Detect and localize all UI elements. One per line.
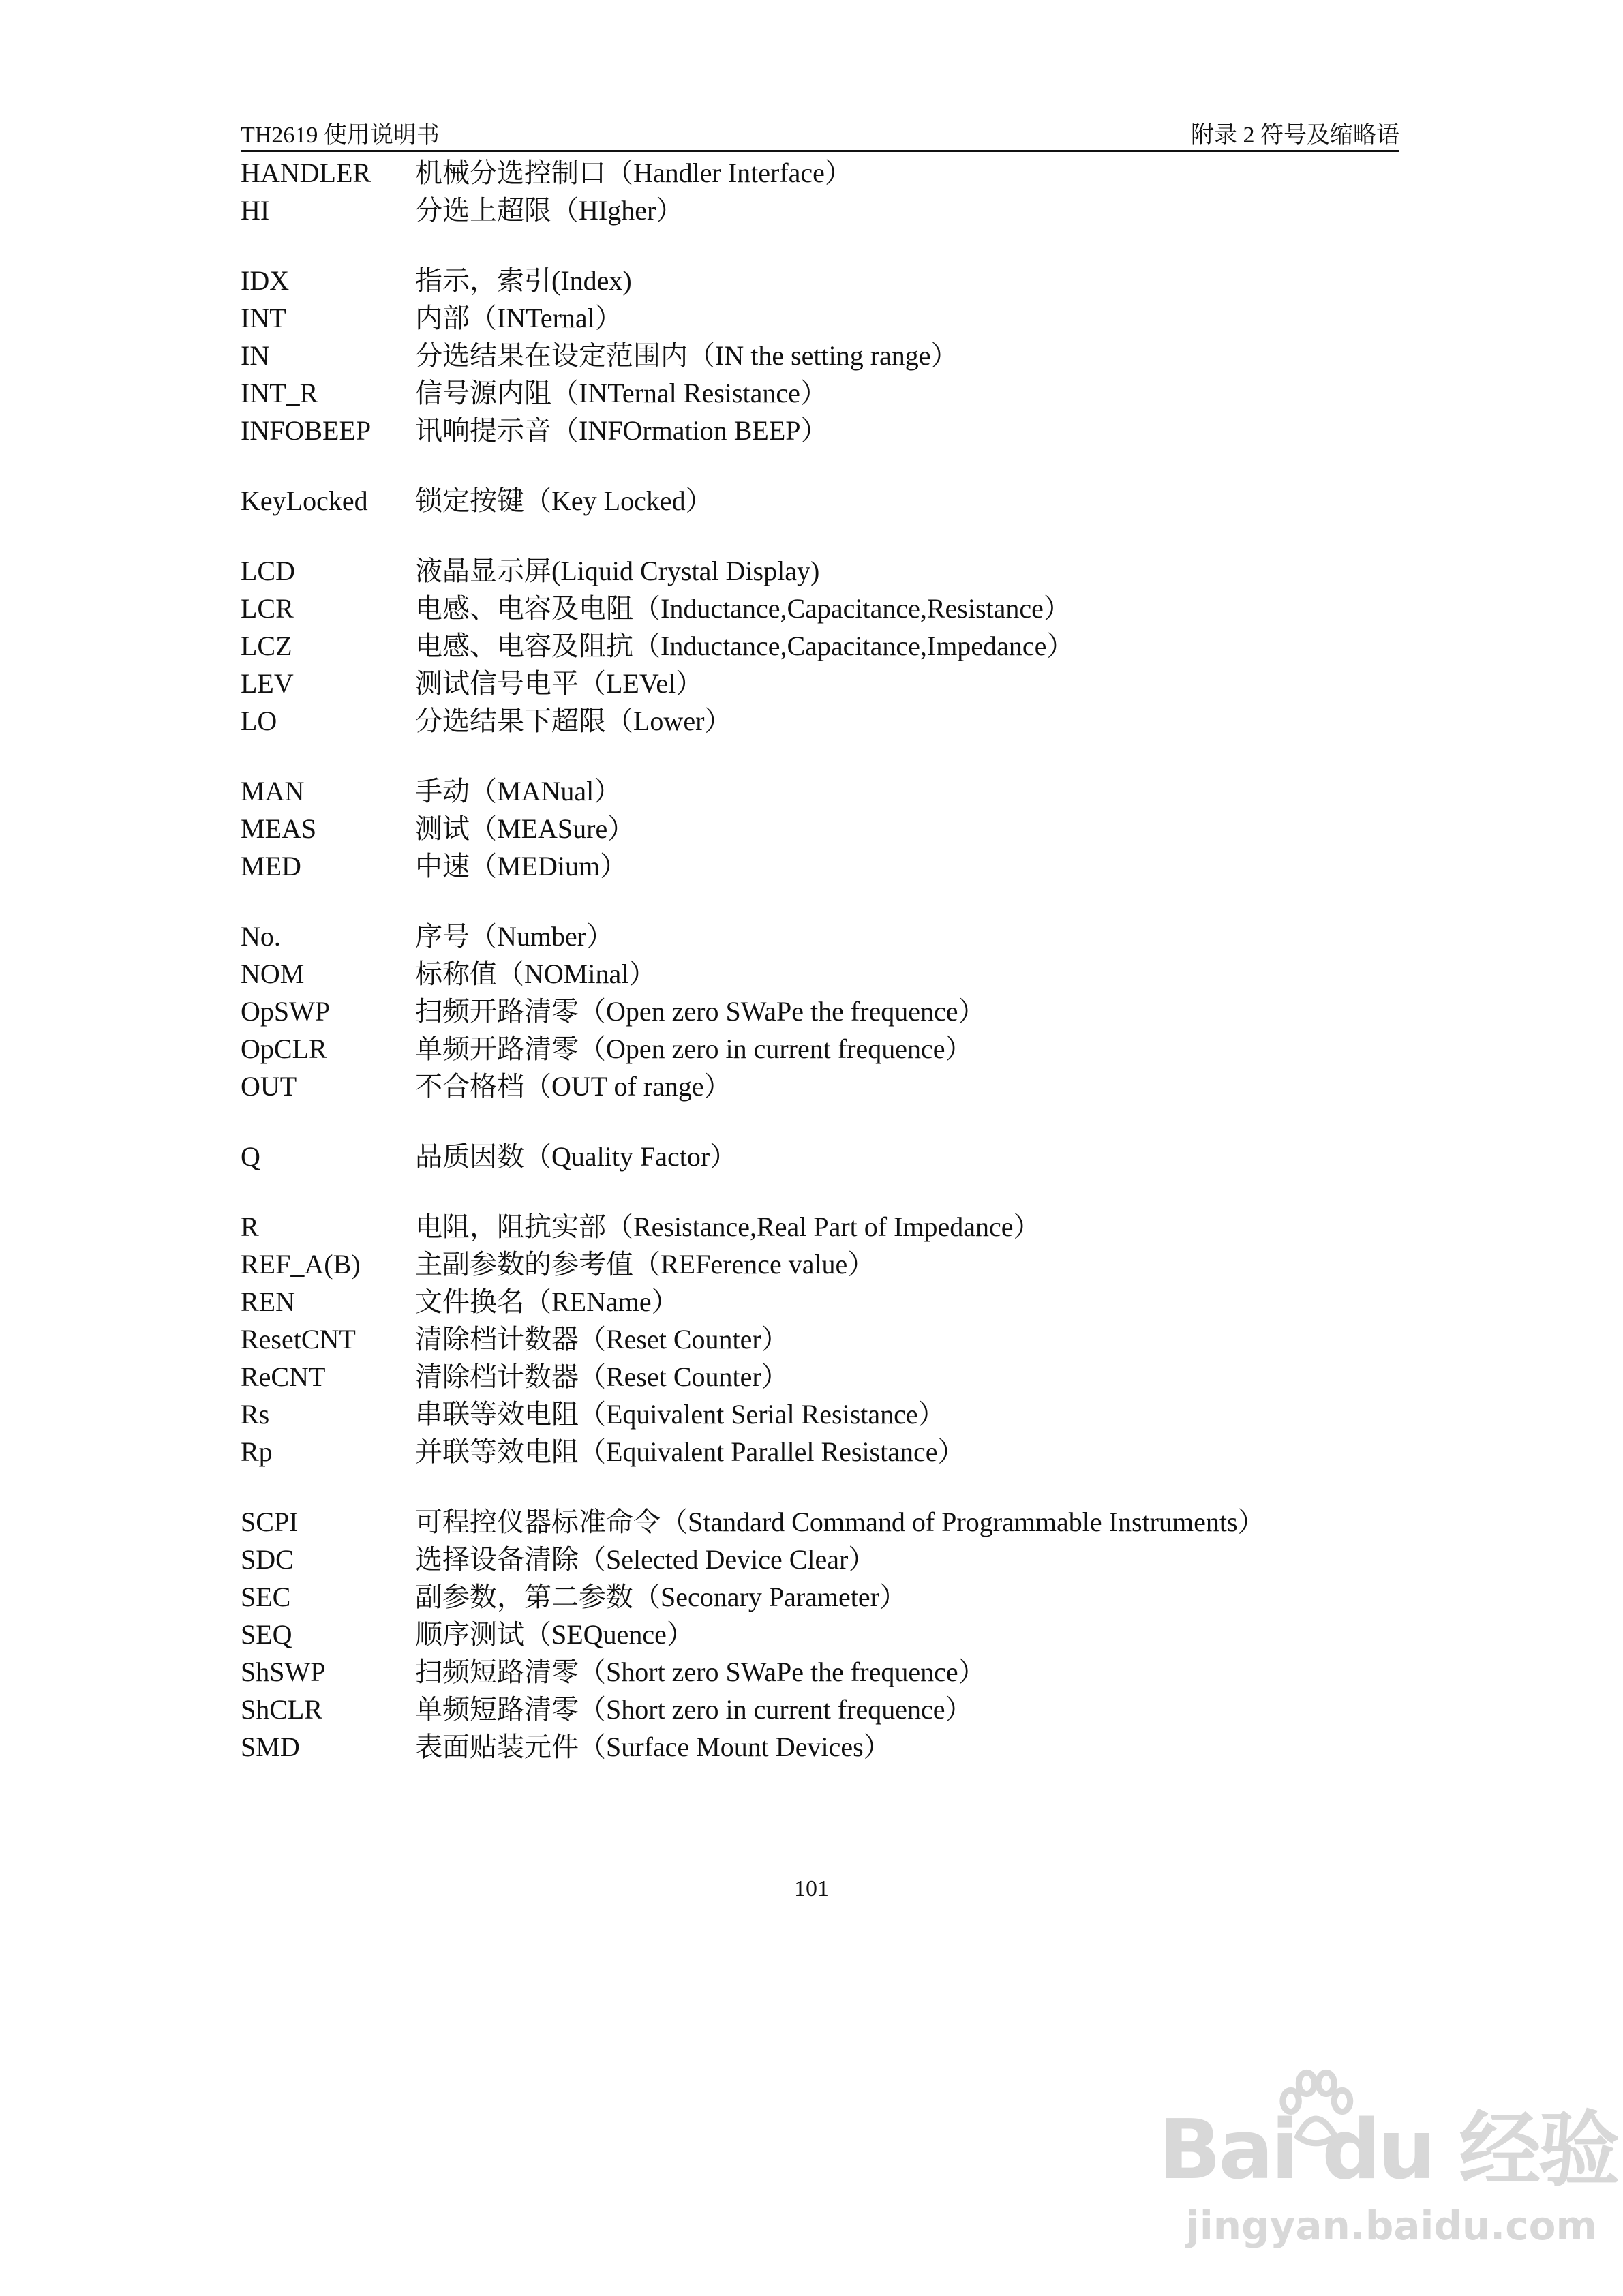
abbreviation-term: LCR xyxy=(241,593,294,624)
abbreviation-term: OpCLR xyxy=(241,1033,327,1064)
abbreviation-row xyxy=(241,1138,1536,1175)
abbreviation-definition: 机械分选控制口（Handler Interface） xyxy=(415,157,852,188)
abbreviation-row xyxy=(241,810,1536,847)
abbreviation-row xyxy=(241,482,1536,519)
abbreviation-row xyxy=(241,1283,1536,1320)
abbreviation-group xyxy=(241,552,1536,740)
abbreviation-definition: 测试（MEASure） xyxy=(415,813,635,844)
abbreviation-row xyxy=(241,552,1536,590)
abbreviation-group xyxy=(241,772,1536,885)
abbreviation-term: IDX xyxy=(241,265,290,296)
abbreviation-term: ShCLR xyxy=(241,1694,323,1725)
abbreviation-term: LO xyxy=(241,706,277,736)
abbreviation-row xyxy=(241,1728,1536,1766)
abbreviation-row xyxy=(241,665,1536,702)
abbreviation-row xyxy=(241,772,1536,810)
page-header xyxy=(241,116,1399,152)
abbreviation-definition: 标称值（NOMinal） xyxy=(415,958,656,989)
abbreviation-term: R xyxy=(241,1211,259,1242)
abbreviation-definition: 电阻，阻抗实部（Resistance,Real Part of Impedance） xyxy=(415,1211,1041,1242)
abbreviation-group xyxy=(241,1138,1536,1175)
abbreviation-definition: 副参数，第二参数（Seconary Parameter） xyxy=(415,1582,907,1612)
abbreviation-term: KeyLocked xyxy=(241,485,368,516)
abbreviation-definition: 文件换名（REName） xyxy=(415,1286,679,1317)
abbreviation-row xyxy=(241,1541,1536,1578)
abbreviation-term: MEAS xyxy=(241,813,317,844)
abbreviation-row xyxy=(241,1208,1536,1245)
abbreviation-definition: 分选上超限（HIgher） xyxy=(415,195,684,226)
abbreviation-term: INT xyxy=(241,303,286,333)
abbreviation-row xyxy=(241,1653,1536,1691)
abbreviation-row xyxy=(241,337,1536,374)
abbreviation-row xyxy=(241,412,1536,449)
abbreviation-definition: 可程控仪器标准命令（Standard Command of Programmable Instruments） xyxy=(415,1507,1265,1537)
abbreviation-term: SMD xyxy=(241,1732,300,1762)
abbreviation-row xyxy=(241,374,1536,412)
abbreviation-definition: 主副参数的参考值（REFerence value） xyxy=(415,1249,875,1280)
abbreviation-term: NOM xyxy=(241,958,305,989)
abbreviation-term: SDC xyxy=(241,1544,294,1575)
abbreviation-row xyxy=(241,1395,1536,1433)
abbreviation-definition: 顺序测试（SEQuence） xyxy=(415,1619,694,1650)
abbreviation-definition: 单频开路清零（Open zero in current frequence） xyxy=(415,1033,973,1064)
abbreviation-definition: 电感、电容及阻抗（Inductance,Capacitance,Impedance） xyxy=(415,631,1074,661)
abbreviation-row xyxy=(241,847,1536,885)
abbreviation-definition: 选择设备清除（Selected Device Clear） xyxy=(415,1544,876,1575)
abbreviation-term: ResetCNT xyxy=(241,1324,356,1355)
abbreviation-definition: 单频短路清零（Short zero in current frequence） xyxy=(415,1694,973,1725)
abbreviation-group xyxy=(241,918,1536,1105)
abbreviation-group xyxy=(241,262,1536,449)
abbreviation-row xyxy=(241,1433,1536,1470)
abbreviation-term: REN xyxy=(241,1286,295,1317)
abbreviation-definition: 不合格档（OUT of range） xyxy=(415,1071,731,1102)
abbreviation-term: HI xyxy=(241,195,270,226)
page-number: 101 xyxy=(794,1876,829,1901)
abbreviation-definition: 串联等效电阻（Equivalent Serial Resistance） xyxy=(415,1399,945,1430)
abbreviation-row xyxy=(241,702,1536,740)
abbreviation-term: INFOBEEP xyxy=(241,415,371,446)
abbreviation-definition: 电感、电容及电阻（Inductance,Capacitance,Resistance） xyxy=(415,593,1071,624)
abbreviation-definition: 表面贴装元件（Surface Mount Devices） xyxy=(415,1732,891,1762)
abbreviation-definition: 清除档计数器（Reset Counter） xyxy=(415,1324,789,1355)
header-manual-title: TH2619 使用说明书 xyxy=(241,123,440,148)
abbreviation-definition: 扫频短路清零（Short zero SWaPe the frequence） xyxy=(415,1657,986,1687)
abbreviation-term: LCZ xyxy=(241,631,292,661)
baidu-watermark xyxy=(1159,2066,1618,2250)
header-section-title: 附录 2 符号及缩略语 xyxy=(1191,123,1399,148)
abbreviation-group xyxy=(241,154,1536,229)
abbreviation-term: REF_A(B) xyxy=(241,1249,361,1280)
abbreviation-row xyxy=(241,1068,1536,1105)
abbreviation-definition: 测试信号电平（LEVel） xyxy=(415,668,703,699)
abbreviation-row xyxy=(241,1320,1536,1358)
abbreviation-row xyxy=(241,262,1536,299)
abbreviation-term: SCPI xyxy=(241,1507,299,1537)
abbreviation-row xyxy=(241,1616,1536,1653)
abbreviation-definition: 锁定按键（Key Locked） xyxy=(415,485,713,516)
abbreviation-definition: 中速（MEDium） xyxy=(415,851,628,881)
abbreviation-term: LCD xyxy=(241,556,295,586)
abbreviation-term: ReCNT xyxy=(241,1361,326,1392)
abbreviation-term: HANDLER xyxy=(241,157,371,188)
abbreviation-definition: 内部（INTernal） xyxy=(415,303,622,333)
abbreviation-definition: 手动（MANual） xyxy=(415,776,622,806)
abbreviation-row xyxy=(241,1358,1536,1395)
abbreviation-term: IN xyxy=(241,340,270,371)
abbreviation-term: ShSWP xyxy=(241,1657,326,1687)
abbreviation-definition: 清除档计数器（Reset Counter） xyxy=(415,1361,789,1392)
abbreviation-group xyxy=(241,1503,1536,1766)
abbreviation-definition: 品质因数（Quality Factor） xyxy=(415,1141,738,1172)
abbreviation-term: No. xyxy=(241,921,281,952)
abbreviation-term: Q xyxy=(241,1141,260,1172)
abbreviation-list xyxy=(241,154,1536,1798)
abbreviation-row xyxy=(241,1503,1536,1541)
abbreviation-row xyxy=(241,955,1536,993)
abbreviation-row xyxy=(241,154,1536,192)
abbreviation-definition: 分选结果下超限（Lower） xyxy=(415,706,732,736)
abbreviation-row xyxy=(241,299,1536,337)
abbreviation-term: OUT xyxy=(241,1071,297,1102)
abbreviation-row xyxy=(241,993,1536,1030)
abbreviation-definition: 序号（Number） xyxy=(415,921,614,952)
abbreviation-term: LEV xyxy=(241,668,294,699)
abbreviation-group xyxy=(241,1208,1536,1470)
abbreviation-definition: 讯响提示音（INFOrmation BEEP） xyxy=(415,415,828,446)
abbreviation-definition: 指示，索引(Index) xyxy=(415,265,632,296)
abbreviation-term: MED xyxy=(241,851,301,881)
abbreviation-term: Rs xyxy=(241,1399,270,1430)
abbreviation-term: OpSWP xyxy=(241,996,331,1027)
abbreviation-term: INT_R xyxy=(241,378,318,408)
abbreviation-term: SEC xyxy=(241,1582,291,1612)
abbreviation-term: Rp xyxy=(241,1436,273,1467)
abbreviation-row xyxy=(241,1030,1536,1068)
abbreviation-row xyxy=(241,192,1536,229)
abbreviation-row xyxy=(241,627,1536,665)
abbreviation-row xyxy=(241,1245,1536,1283)
abbreviation-row xyxy=(241,590,1536,627)
watermark-brand: Bai du 经验 xyxy=(1159,2103,1618,2198)
abbreviation-row xyxy=(241,1691,1536,1728)
abbreviation-row xyxy=(241,1578,1536,1616)
abbreviation-row xyxy=(241,918,1536,955)
abbreviation-definition: 分选结果在设定范围内（IN the setting range） xyxy=(415,340,958,371)
abbreviation-term: MAN xyxy=(241,776,305,806)
abbreviation-definition: 并联等效电阻（Equivalent Parallel Resistance） xyxy=(415,1436,965,1467)
abbreviation-definition: 信号源内阻（INTernal Resistance） xyxy=(415,378,828,408)
watermark-url: jingyan.baidu.com xyxy=(1186,2203,1597,2249)
abbreviation-definition: 扫频开路清零（Open zero SWaPe the frequence） xyxy=(415,996,986,1027)
abbreviation-group xyxy=(241,482,1536,519)
abbreviation-term: SEQ xyxy=(241,1619,292,1650)
abbreviation-definition: 液晶显示屏(Liquid Crystal Display) xyxy=(415,556,820,586)
